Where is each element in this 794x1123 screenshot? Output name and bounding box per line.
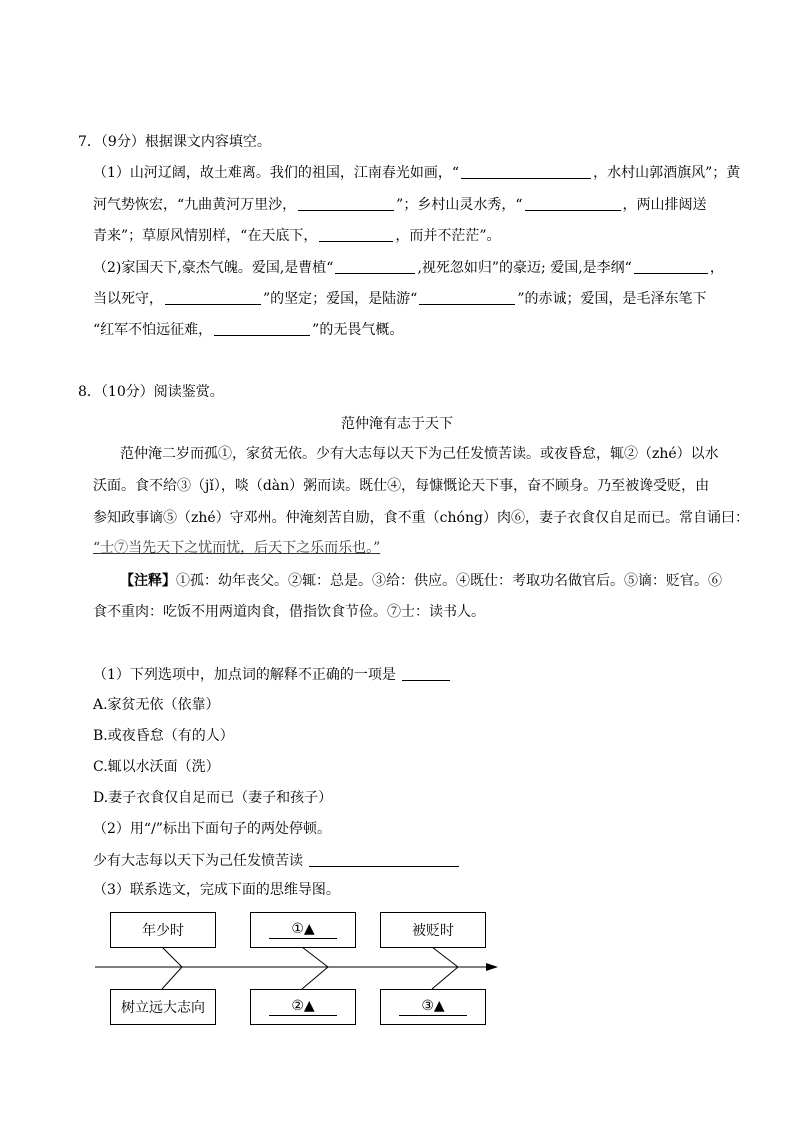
- passage-line-2: 沃面。食不给③（jǐ），啖（dàn）粥而读。既仕④，每慷慨论天下事，奋不顾身。乃至被谗受贬，由: [93, 478, 710, 494]
- connector-2: [302, 947, 328, 989]
- q7-p2-l1-text-b: ,视死忽如归”的豪迈; 爱国,是李纲“: [417, 260, 632, 276]
- passage-line-1: 范仲淹二岁而孤①，家贫无依。少有大志每以天下为己任发愤苦读。或夜昏怠，辄②（zhé）以水: [120, 446, 719, 462]
- q7-p1-l3-text-b: ，而并不茫茫”。: [395, 228, 501, 244]
- q7-p2-l2-text-c: ”的赤诚；爱国，是毛泽东笔下: [517, 291, 707, 307]
- q8-heading: 8．（10分）阅读鉴赏。: [78, 384, 224, 400]
- map-box-top-2[interactable]: [250, 912, 356, 948]
- q7-p1-l1-text-b: ，水村山郭酒旗风”；黄: [593, 165, 741, 181]
- option-d[interactable]: D.妻子衣食仅自足而已（妻子和孩子）: [93, 790, 333, 806]
- sub-question-3: （3）联系选文，完成下面的思维导图。: [93, 882, 340, 898]
- sub-question-1-text: （1）下列选项中，加点词的解释不正确的一项是: [93, 667, 396, 683]
- connector-3: [432, 947, 458, 989]
- q7-p2-l2-text-a: 当以死守，: [93, 291, 163, 307]
- map-box-bottom-3-label: ③▲: [399, 998, 466, 1016]
- q7-p2-l1-text-a: （2)家国天下,豪杰气魄。爱国,是曹植“: [93, 260, 334, 276]
- map-box-top-1: [110, 912, 216, 948]
- q7-heading: 7．（9分）根据课文内容填空。: [78, 134, 271, 150]
- q7-p1-l1-text-a: （1）山河辽阔，故土难离。我们的祖国，江南春光如画，“: [93, 165, 460, 181]
- q7-p1-l2-text-a: 河气势恢宏，“九曲黄河万里沙，: [93, 197, 297, 213]
- q7-p2-l2-text-b: ”的坚定；爱国，是陆游“: [263, 291, 418, 307]
- connector-1: [162, 947, 182, 989]
- map-box-bottom-1-label: 树立远大志向: [121, 1000, 205, 1016]
- map-box-top-3: [380, 912, 486, 948]
- map-box-bottom-1: [110, 989, 216, 1025]
- option-a[interactable]: A.家贫无依（依靠）: [93, 697, 220, 713]
- q7-p1-l3-text-a: 青来”；草原风情别样，“在天底下，: [93, 228, 318, 244]
- notes-text-1: ①孤：幼年丧父。②辄：总是。③给：供应。④既仕：考取功名做官后。⑤谪：贬官。⑥: [176, 573, 722, 589]
- notes-label: 【注释】: [120, 573, 176, 589]
- map-box-bottom-2[interactable]: [250, 989, 356, 1025]
- notes-line-2: 食不重肉：吃饭不用两道肉食，借指饮食节俭。⑦士：读书人。: [93, 604, 485, 620]
- q7-p1-l2-text-c: ，两山排闼送: [622, 197, 707, 213]
- option-c[interactable]: C.辄以水沃面（洗）: [93, 759, 220, 775]
- passage-title: 范仲淹有志于天下: [341, 416, 453, 432]
- map-box-top-1-label: 年少时: [142, 923, 184, 939]
- q7-p2-l3-text-a: “红军不怕远征难，: [93, 322, 213, 338]
- passage-quote: “士⑦当先天下之忧而忧，后天下之乐而乐也。”: [93, 540, 381, 556]
- q7-p1-l2-text-b: ”；乡村山灵水秀，“: [396, 197, 523, 213]
- map-box-top-3-label: 被贬时: [412, 923, 454, 939]
- map-box-bottom-2-label: ②▲: [269, 998, 336, 1016]
- q7-p2-l3-text-b: ”的无畏气概。: [312, 322, 404, 338]
- map-box-top-2-label: ①▲: [269, 921, 336, 939]
- sub-question-2-sentence: 少有大志每以天下为己任发愤苦读: [93, 853, 303, 869]
- passage-line-3: 参知政事谪⑤（zhé）守邓州。仲淹刻苦自励，食不重（chóng）肉⑥，妻子衣食仅自足而已。常自诵曰：: [93, 510, 749, 526]
- q7-p2-l1-text-c: ，: [709, 260, 724, 276]
- sub-question-2: （2）用“/”标出下面句子的两处停顿。: [93, 821, 331, 837]
- option-b[interactable]: B.或夜昏怠（有的人）: [93, 728, 234, 744]
- map-box-bottom-3[interactable]: [380, 989, 486, 1025]
- arrow-head-icon: [486, 963, 498, 971]
